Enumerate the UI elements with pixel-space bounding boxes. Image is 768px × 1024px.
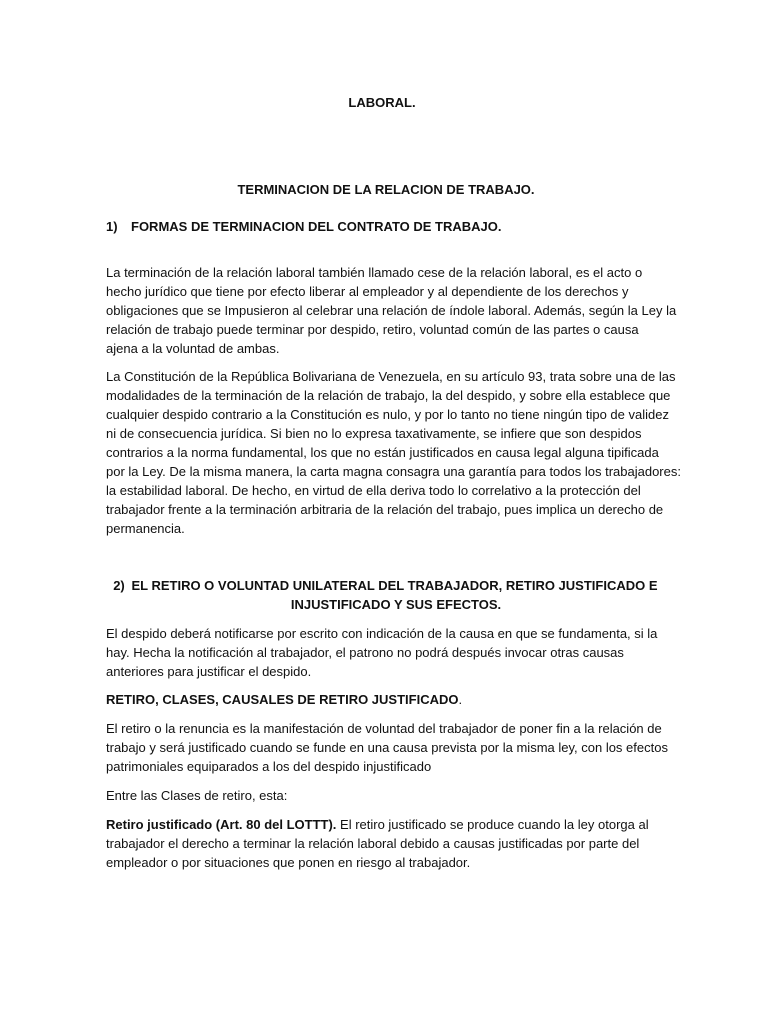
paragraph-line: contrarios a la norma fundamental, los que no están justificados en causa legal alguna tipificada bbox=[106, 445, 659, 460]
paragraph-line: patrimoniales equiparados a los del despido injustificado bbox=[106, 759, 432, 774]
paragraph-5 bbox=[106, 786, 658, 805]
heading-2 bbox=[106, 576, 658, 595]
heading-1-number: 1) bbox=[106, 219, 118, 234]
paragraph-line: empleador o por situaciones que ponen en riesgo al trabajador. bbox=[106, 855, 471, 870]
paragraph-line: hecho jurídico que tiene por efecto liberar al empleador y al dependiente de los derechos y bbox=[106, 284, 629, 299]
paragraph-line: hay. Hecha la notificación al trabajador, el patrono no podrá después invocar otras causas bbox=[106, 645, 624, 660]
paragraph-line: Entre las Clases de retiro, esta: bbox=[106, 788, 288, 803]
paragraph-line: por la Ley. De la misma manera, la carta magna consagra una garantía para todos los trabajadores: bbox=[106, 464, 681, 479]
paragraph-3 bbox=[106, 624, 658, 681]
heading-2-line-1: EL RETIRO O VOLUNTAD UNILATERAL DEL TRABAJADOR, RETIRO JUSTIFICADO E bbox=[131, 578, 658, 593]
paragraph-line: trabajador el derecho a terminar la relación laboral debido a causas justificadas por parte del bbox=[106, 836, 640, 851]
paragraph-line: trabajador frente a la terminación arbitraria de la relación del trabajo, pues implica un derecho de bbox=[106, 502, 664, 517]
paragraph-6 bbox=[106, 815, 658, 872]
paragraph-line: relación de trabajo puede terminar por despido, retiro, voluntad común de las partes o causa bbox=[106, 322, 639, 337]
document-title bbox=[106, 93, 658, 112]
paragraph-line: ni de consecuencia jurídica. Si bien no lo expresa taxativamente, se infiere que son despidos bbox=[106, 426, 642, 441]
heading-1 bbox=[106, 217, 658, 236]
paragraph-line: obligaciones que se Impusieron al celebrar una relación de índole laboral. Además, según la Ley la bbox=[106, 303, 677, 318]
paragraph-1 bbox=[106, 263, 677, 358]
paragraph-line: trabajo y será justificado cuando se funde en una causa prevista por la misma ley, con los efectos bbox=[106, 740, 668, 755]
paragraph-line bbox=[106, 815, 658, 834]
paragraph-6-lead: Retiro justificado (Art. 80 del LOTTT). bbox=[106, 817, 337, 832]
paragraph-2 bbox=[106, 367, 681, 538]
paragraph-line: modalidades de la terminación de la relación de trabajo, la del despido, y sobre ella establece que bbox=[106, 388, 671, 403]
subheading-period: . bbox=[458, 692, 463, 707]
paragraph-4 bbox=[106, 719, 668, 776]
heading-1-text: FORMAS DE TERMINACION DEL CONTRATO DE TRABAJO. bbox=[131, 219, 502, 234]
heading-2-line-2: INJUSTIFICADO Y SUS EFECTOS. bbox=[290, 597, 502, 612]
paragraph-line: El retiro o la renuncia es la manifestación de voluntad del trabajador de poner fin a la relación de bbox=[106, 721, 662, 736]
paragraph-line: El despido deberá notificarse por escrito con indicación de la causa en que se fundamenta, si la bbox=[106, 626, 658, 641]
paragraph-line: anteriores para justificar el despido. bbox=[106, 664, 312, 679]
section-title-text: TERMINACION DE LA RELACION DE TRABAJO. bbox=[237, 182, 535, 197]
paragraph-line: ajena a la voluntad de ambas. bbox=[106, 341, 280, 356]
subheading bbox=[106, 690, 658, 709]
paragraph-line: permanencia. bbox=[106, 521, 185, 536]
paragraph-line: La terminación de la relación laboral también llamado cese de la relación laboral, es el acto o bbox=[106, 265, 643, 280]
heading-2-continued bbox=[120, 595, 672, 614]
paragraph-6-first-line: El retiro justificado se produce cuando la ley otorga al bbox=[336, 817, 649, 832]
subheading-text: RETIRO, CLASES, CAUSALES DE RETIRO JUSTIFICADO bbox=[106, 692, 459, 707]
paragraph-line: la estabilidad laboral. De hecho, en virtud de ella deriva todo lo correlativo a la protección del bbox=[106, 483, 641, 498]
section-title bbox=[110, 180, 662, 199]
paragraph-line: La Constitución de la República Bolivariana de Venezuela, en su artículo 93, trata sobre una de las bbox=[106, 369, 676, 384]
heading-2-number: 2) bbox=[113, 578, 125, 593]
paragraph-line: cualquier despido contrario a la Constitución es nulo, y por lo tanto no tiene ningún tipo de validez bbox=[106, 407, 669, 422]
document-title-text: LABORAL. bbox=[348, 95, 416, 110]
